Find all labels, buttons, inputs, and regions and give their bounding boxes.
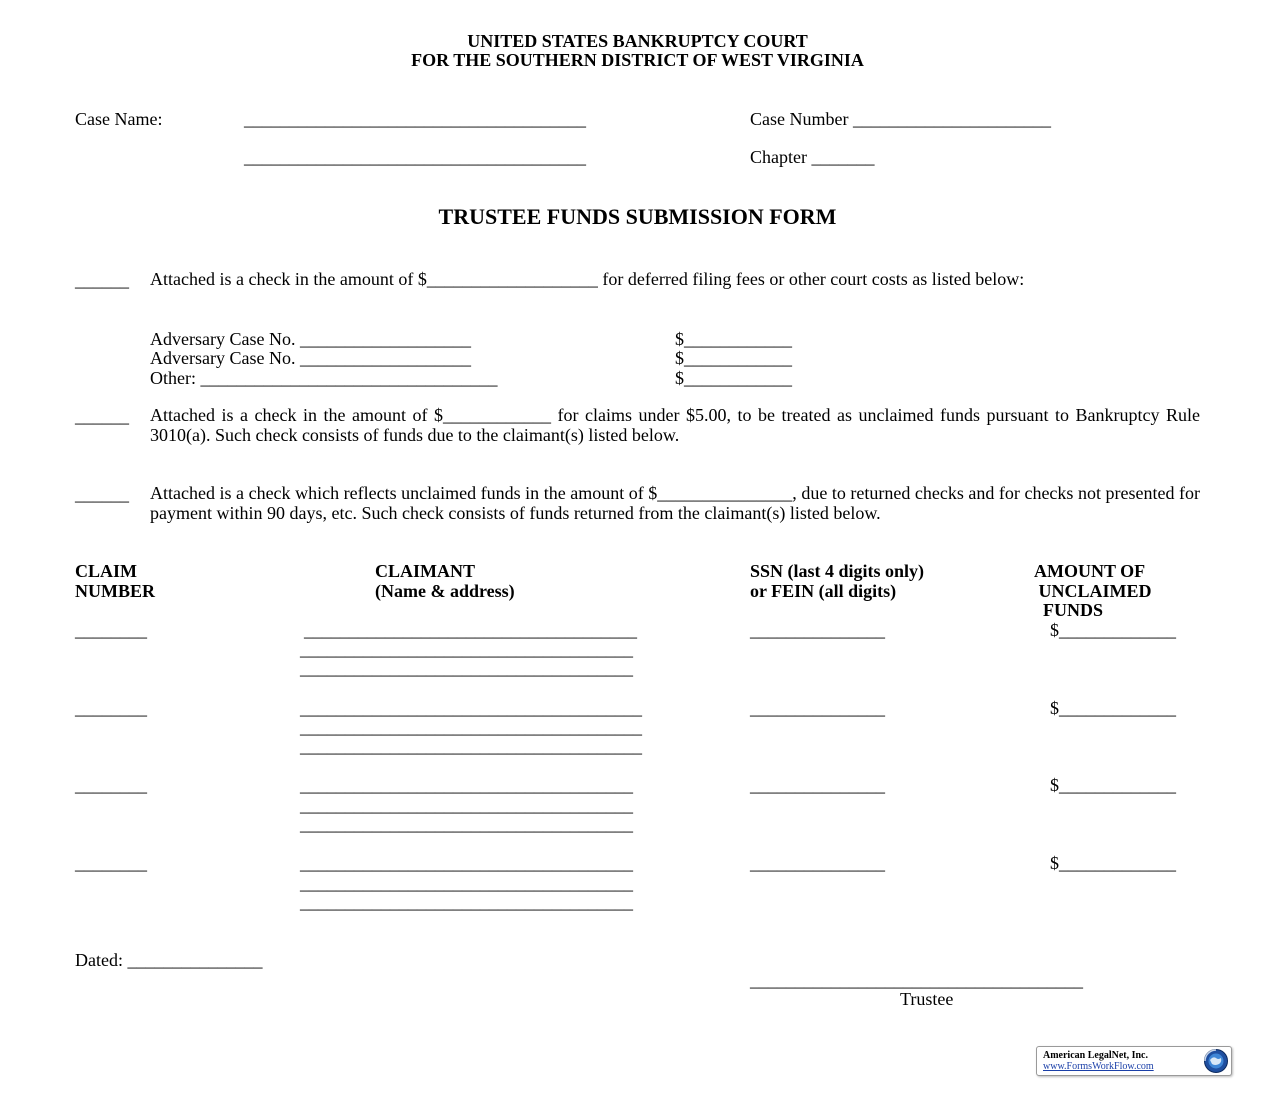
trustee-label: Trustee [900,989,954,1009]
claimant-line[interactable]: _____________________________________ [304,620,637,640]
amount-field[interactable]: $_____________ [1050,775,1176,795]
col-header-claim-number: CLAIM NUMBER [75,561,155,601]
section3-text: Attached is a check which reflects unclaimed funds in the amount of $_______________, due to returned checks and for checks not presented for payment within 90 days, etc. Such check consists of funds returned from the claimant(s) listed below. [150,483,1200,523]
section1-checkbox-blank[interactable]: ______ [75,270,129,290]
claimant-line[interactable]: _____________________________________ [300,795,633,815]
adversary-case-2-field[interactable]: Adversary Case No. ___________________ [150,348,471,368]
court-name-line-1: UNITED STATES BANKRUPTCY COURT [467,31,808,51]
form-title: TRUSTEE FUNDS SUBMISSION FORM [438,204,837,229]
amount-field[interactable]: $_____________ [1050,698,1176,718]
ssn-field[interactable]: _______________ [750,775,885,795]
chapter-field[interactable]: Chapter _______ [750,147,875,167]
claim-number-field[interactable]: ________ [75,775,147,795]
ssn-field[interactable]: _______________ [750,853,885,873]
dated-field[interactable]: Dated: _______________ [75,950,263,970]
amount-field[interactable]: $_____________ [1050,853,1176,873]
claim-number-field[interactable]: ________ [75,853,147,873]
section2-checkbox-blank[interactable]: ______ [75,406,129,426]
claimant-line[interactable]: _____________________________________ [300,775,633,795]
col-header-amount: AMOUNT OF UNCLAIMED FUNDS [1034,561,1152,620]
case-name-field-2[interactable]: ______________________________________ [244,147,586,167]
publisher-link[interactable]: www.FormsWorkFlow.com [1043,1061,1154,1072]
claimant-line[interactable]: _____________________________________ [300,873,633,893]
claimant-line[interactable]: _____________________________________ [300,853,633,873]
case-number-field[interactable]: Case Number ______________________ [750,109,1051,129]
publisher-logo-box [1036,1046,1232,1076]
adversary-case-2-amount[interactable]: $____________ [675,348,792,368]
other-cost-amount[interactable]: $____________ [675,368,792,388]
col-header-ssn: SSN (last 4 digits only) or FEIN (all digits) [750,561,925,601]
case-name-field-1[interactable]: ______________________________________ [244,109,586,129]
amount-field[interactable]: $_____________ [1050,620,1176,640]
trustee-signature-line[interactable]: _____________________________________ [750,970,1083,990]
claim-number-field[interactable]: ________ [75,698,147,718]
other-cost-field[interactable]: Other: _________________________________ [150,368,498,388]
claimant-line[interactable]: ______________________________________ [300,736,642,756]
claimant-line[interactable]: _____________________________________ [300,814,633,834]
section2-text: Attached is a check in the amount of $____________ for claims under $5.00, to be treated as unclaimed funds pursuant to Bankruptcy Rule 3010(a). Such check consists of funds due to the claimant(s) listed below. [150,405,1200,445]
section3-checkbox-blank[interactable]: ______ [75,484,129,504]
ssn-field[interactable]: _______________ [750,620,885,640]
claimant-line[interactable]: _____________________________________ [300,892,633,912]
case-name-label: Case Name: [75,109,163,129]
globe-logo-icon [1203,1048,1229,1074]
ssn-field[interactable]: _______________ [750,698,885,718]
claimant-line[interactable]: ______________________________________ [300,717,642,737]
adversary-case-1-field[interactable]: Adversary Case No. ___________________ [150,329,471,349]
claimant-line[interactable]: _____________________________________ [300,639,633,659]
claimant-line[interactable]: _____________________________________ [300,658,633,678]
adversary-case-1-amount[interactable]: $____________ [675,329,792,349]
court-name-line-2: FOR THE SOUTHERN DISTRICT OF WEST VIRGINIA [411,50,864,70]
col-header-claimant: CLAIMANT (Name & address) [375,561,515,601]
publisher-name: American LegalNet, Inc. [1043,1050,1148,1061]
section1-text: Attached is a check in the amount of $___________________ for deferred filing fees or other court costs as listed below: [150,269,1025,289]
claim-number-field[interactable]: ________ [75,620,147,640]
claimant-line[interactable]: ______________________________________ [300,698,642,718]
